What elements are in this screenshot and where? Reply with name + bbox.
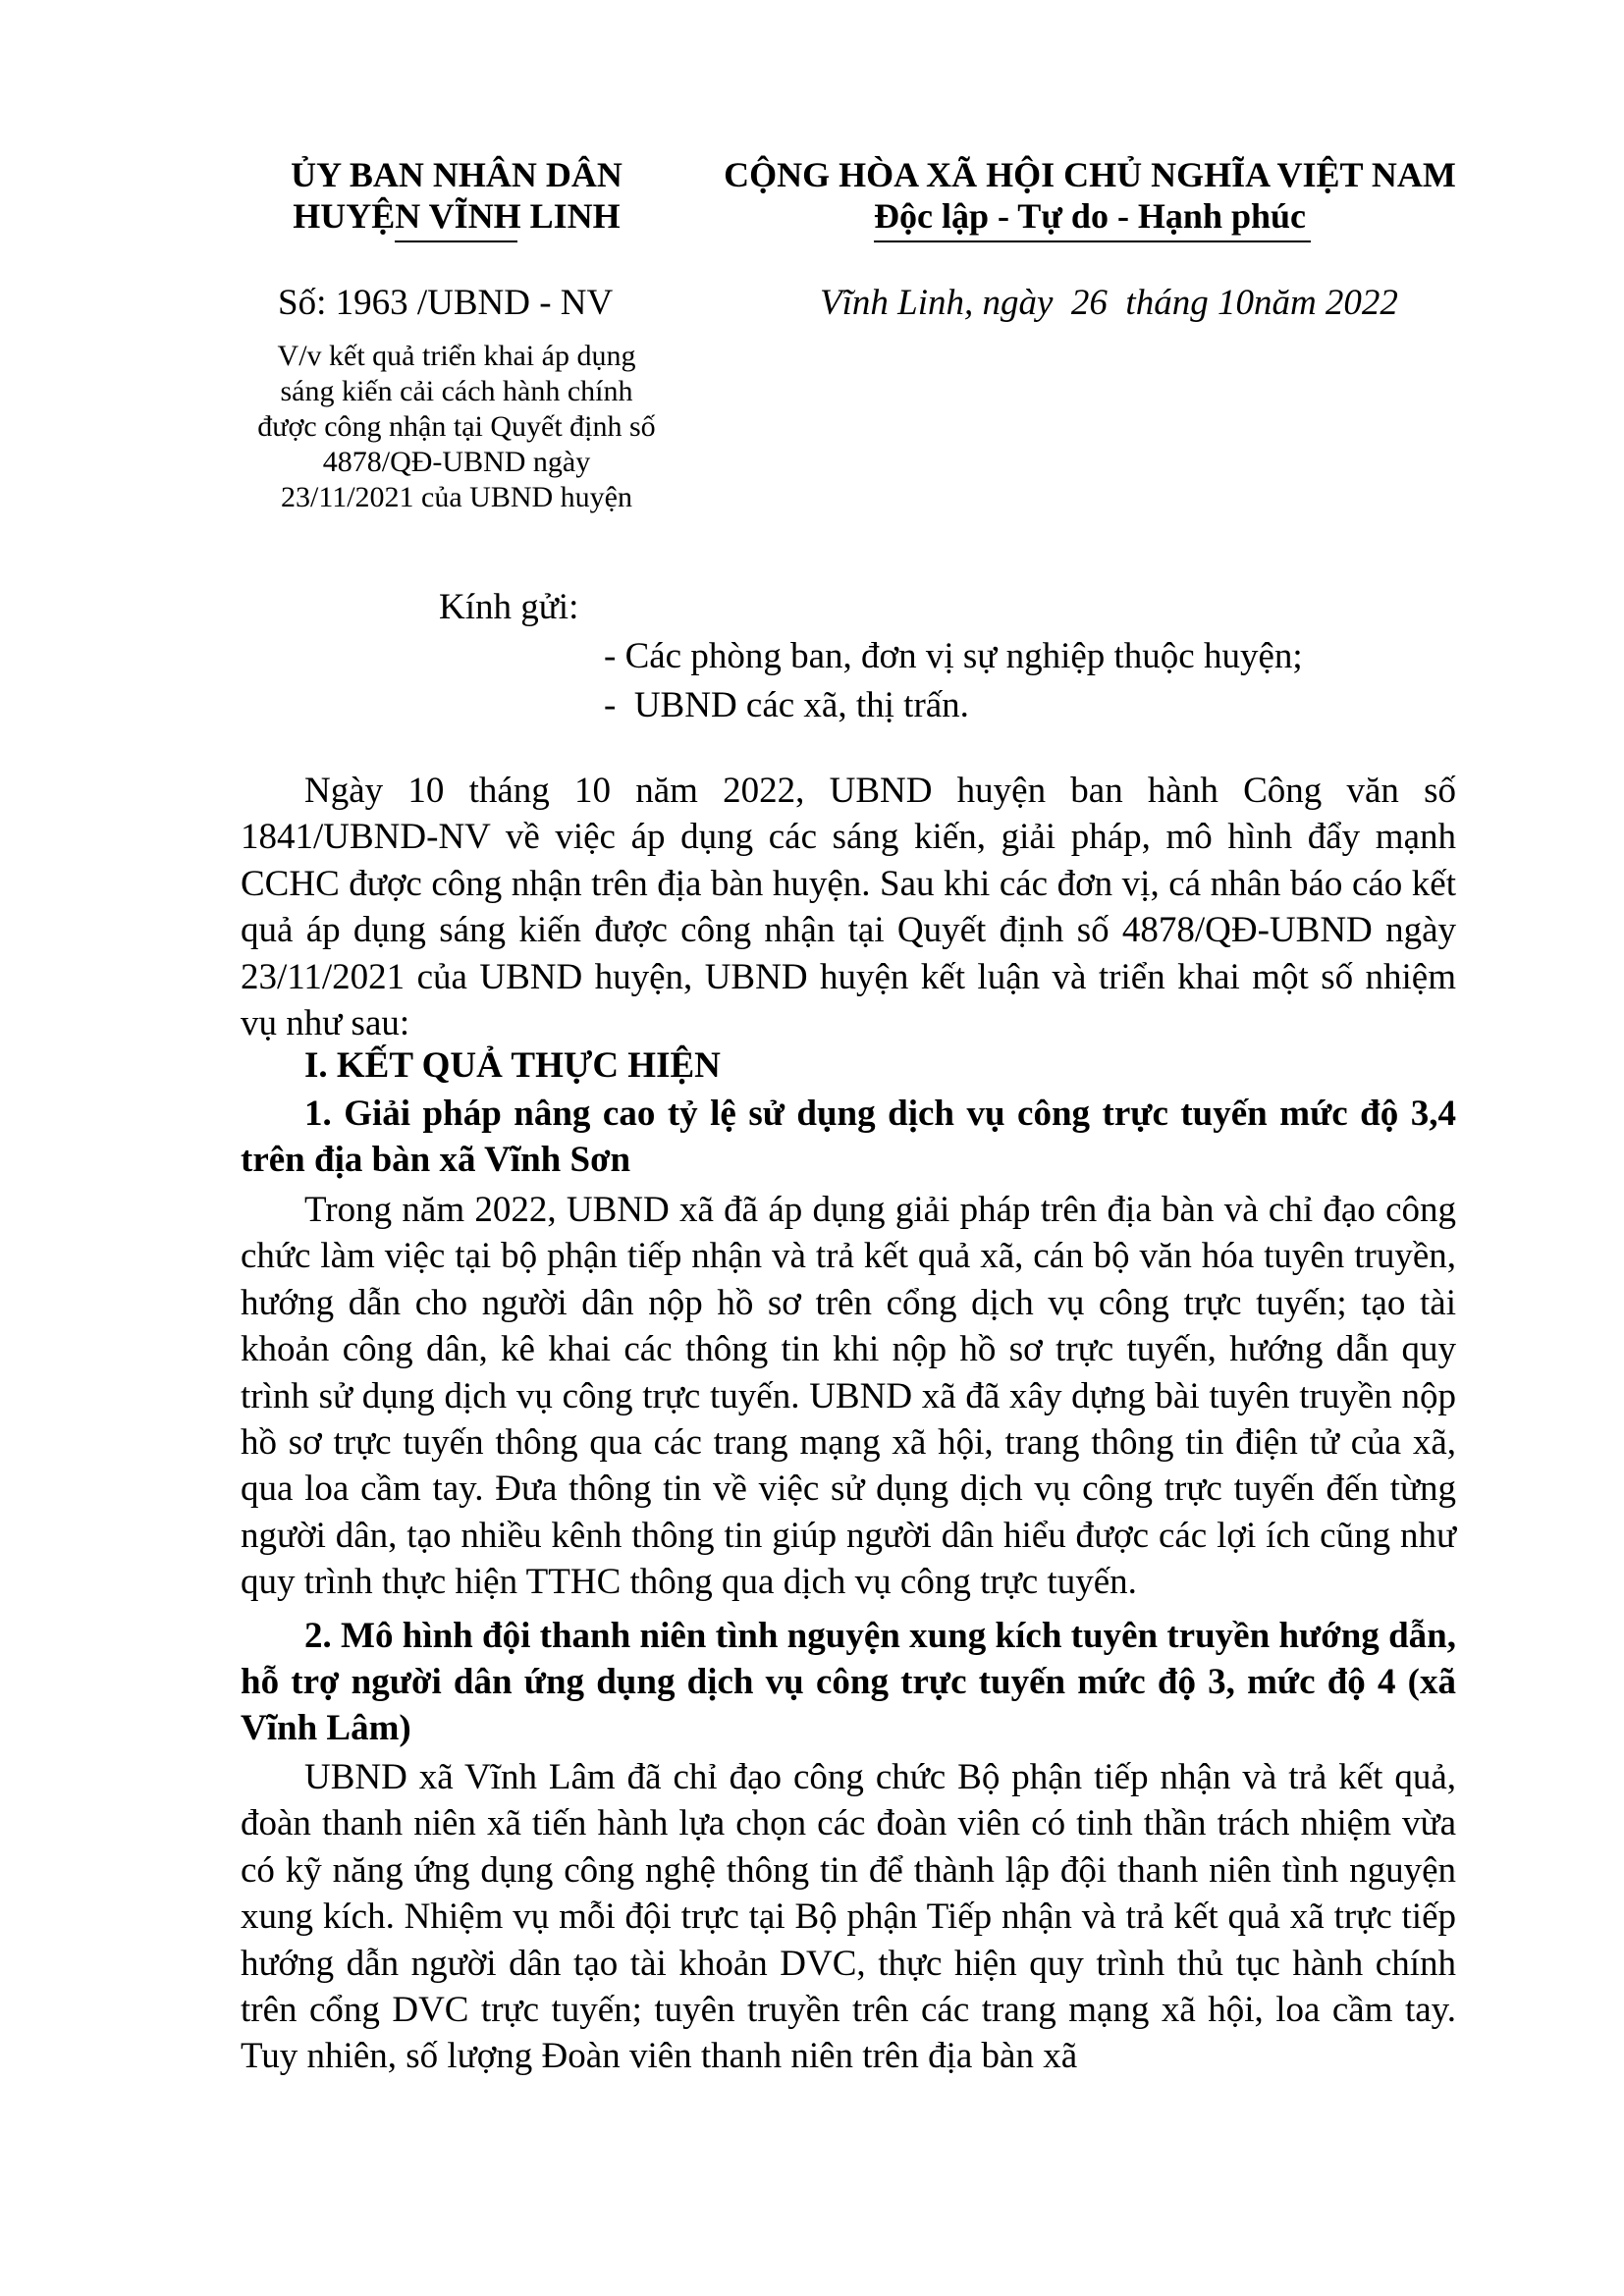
subject-line-3: được công nhận tại Quyết định số — [257, 410, 656, 443]
section-1-heading: I. KẾT QUẢ THỰC HIỆN — [304, 1045, 721, 1086]
recipients-label: Kính gửi: — [439, 587, 579, 627]
item-1-heading: 1. Giải pháp nâng cao tỷ lệ sử dụng dịch vụ công trực tuyến mức độ 3,4 trên địa bàn xã Vĩnh Sơn — [241, 1094, 1456, 1180]
subject-line-4: 4878/QĐ-UBND ngày — [322, 446, 591, 478]
national-title: CỘNG HÒA XÃ HỘI CHỦ NGHĨA VIỆT NAM — [724, 155, 1456, 194]
subject-line-5: 23/11/2021 của UBND huyện — [280, 481, 632, 513]
agency-name-line1: ỦY BAN NHÂN DÂN — [291, 155, 623, 194]
national-motto: Độc lập - Tự do - Hạnh phúc — [873, 196, 1307, 236]
agency-name-line2: HUYỆN VĨNH LINH — [293, 196, 621, 236]
item-2-heading: 2. Mô hình đội thanh niên tình nguyện xung kích tuyên truyền hướng dẫn, hỗ trợ người dân ứng dụng dịch vụ công trực tuyến mức độ 3, mức độ 4 (xã Vĩnh Lâm) — [241, 1616, 1456, 1748]
subject-line-2: sáng kiến cải cách hành chính — [280, 375, 633, 407]
intro-paragraph: Ngày 10 tháng 10 năm 2022, UBND huyện ban hành Công văn số 1841/UBND-NV về việc áp dụng các sáng kiến, giải pháp, mô hình đẩy mạnh CCHC được công nhận trên địa bàn huyện. Sau khi các đơn vị, cá nhân báo cáo kết quả áp dụng sáng kiến được công nhận tại Quyết định số 4878/QĐ-UBND ngày 23/11/2021 của UBND huyện, UBND huyện kết luận và triển khai một số nhiệm vụ như sau: — [241, 771, 1456, 1044]
document-number: Số: 1963 /UBND - NV — [278, 283, 614, 323]
subject-line-1: V/v kết quả triển khai áp dụng — [277, 340, 636, 372]
item-2-body: UBND xã Vĩnh Lâm đã chỉ đạo công chức Bộ phận tiếp nhận và trả kết quả, đoàn thanh niên xã tiến hành lựa chọn các đoàn viên có tinh thần trách nhiệm vừa có kỹ năng ứng dụng công nghệ thông tin để thành lập đội thanh niên tình nguyện xung kích. Nhiệm vụ mỗi đội trực tại Bộ phận Tiếp nhận và trả kết quả xã trực tiếp hướng dẫn người dân tạo tài khoản DVC, thực hiện quy trình thủ tục hành chính trên cổng DVC trực tuyến; tuyên truyền trên các trang mạng xã hội, loa cầm tay. Tuy nhiên, số lượng Đoàn viên thanh niên trên địa bàn xã — [241, 1757, 1456, 2077]
agency-underline — [395, 240, 517, 242]
recipient-item-2: - UBND các xã, thị trấn. — [604, 685, 969, 725]
issue-date: Vĩnh Linh, ngày 26 tháng 10năm 2022 — [820, 283, 1398, 323]
recipient-item-1: - Các phòng ban, đơn vị sự nghiệp thuộc huyện; — [604, 636, 1303, 676]
motto-underline — [874, 240, 1311, 242]
item-1-body: Trong năm 2022, UBND xã đã áp dụng giải pháp trên địa bàn và chỉ đạo công chức làm việc tại bộ phận tiếp nhận và trả kết quả xã, cán bộ văn hóa tuyên truyền, hướng dẫn cho người dân nộp hồ sơ trên cổng dịch vụ công trực tuyến; tạo tài khoản công dân, kê khai các thông tin khi nộp hồ sơ trực tuyến, hướng dẫn quy trình sử dụng dịch vụ công trực tuyến. UBND xã đã xây dựng bài tuyên truyền nộp hồ sơ trực tuyến thông qua các trang mạng xã hội, trang thông tin điện tử của xã, qua loa cầm tay. Đưa thông tin về việc sử dụng dịch vụ công trực tuyến đến từng người dân, tạo nhiều kênh thông tin giúp người dân hiểu được các lợi ích cũng như quy trình thực hiện TTHC thông qua dịch vụ công trực tuyến. — [241, 1190, 1456, 1603]
